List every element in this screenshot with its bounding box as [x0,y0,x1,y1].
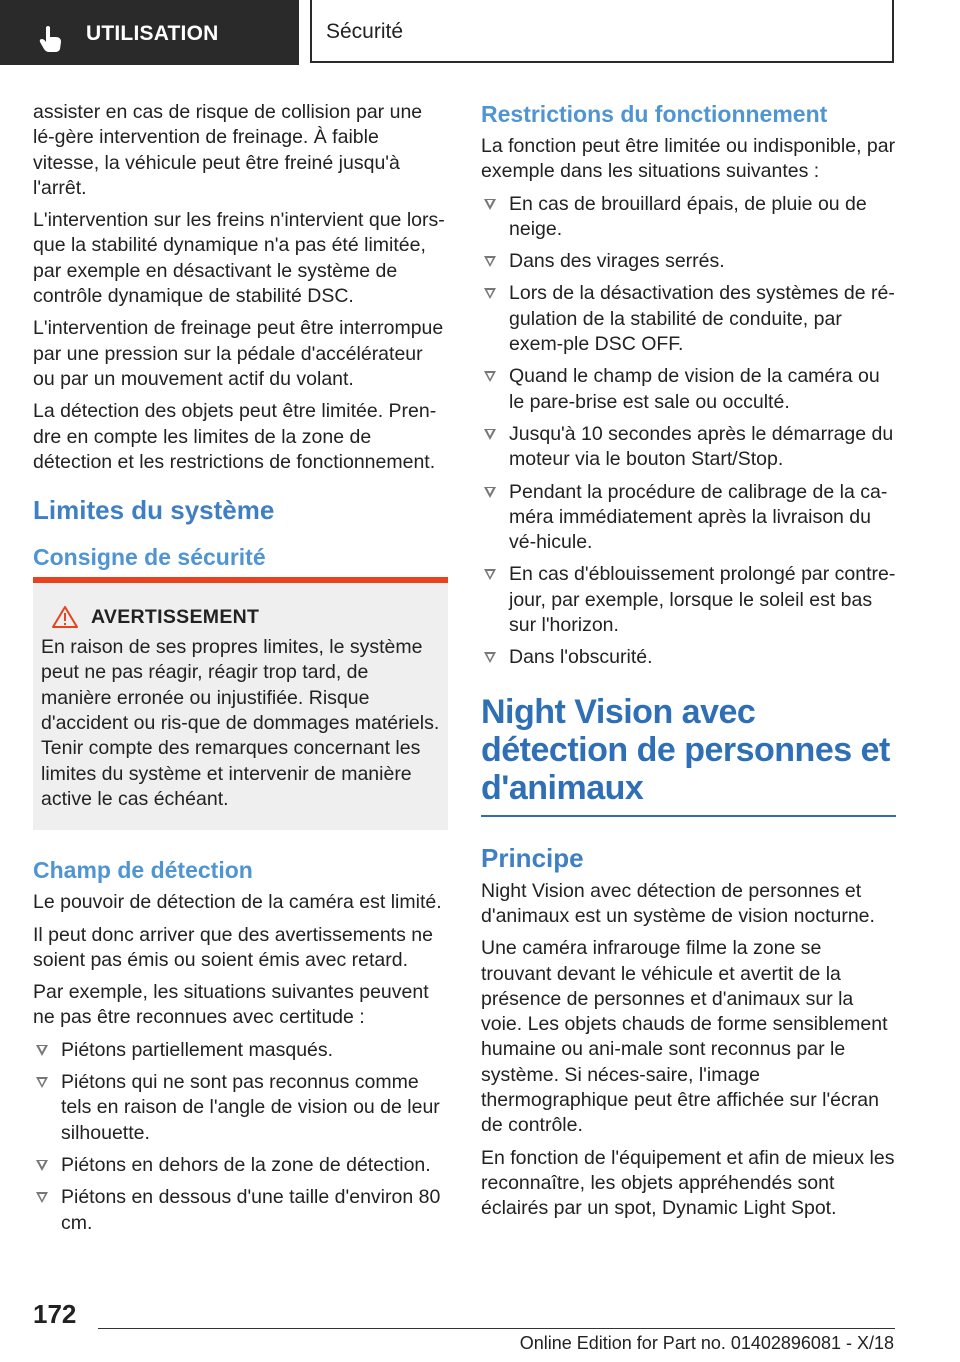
list-item [33,1070,448,1146]
list-item [481,192,896,243]
footer-divider [98,1328,895,1329]
list-item-text: Piétons en dessous d'une taille d'environ 80 cm. [61,1186,441,1234]
paragraph: assister en cas de risque de collision par une lé-gère intervention de freinage. À faible vitesse, la véhicule peut être freiné jusqu'à l'arrêt. [33,101,423,199]
bullet-list [33,1038,448,1236]
bullet-triangle-icon [484,371,496,382]
paragraph: L'intervention de freinage peut être interrompue par une pression sur la pédale d'accélérateur ou par un mouvement actif du volant. [33,317,444,390]
paragraph: Night Vision avec détection de personnes et d'animaux est un système de vision nocturne. [481,879,875,927]
list-item [481,645,896,670]
list-item [33,1185,448,1236]
heading-detection-field: Champ de détection [33,857,253,884]
bullet-triangle-icon [36,1160,48,1171]
list-item-text: Piétons en dehors de la zone de détection. [61,1153,431,1176]
paragraph: Par exemple, les situations suivantes peuvent ne pas être reconnues avec certitude : [33,981,429,1029]
list-item [481,249,896,274]
list-item [481,480,896,556]
paragraph: Le pouvoir de détection de la caméra est limité. [33,891,442,914]
bullet-triangle-icon [484,569,496,580]
chapter-title: Sécurité [326,20,404,43]
heading-divider [481,815,896,817]
list-item-text: Dans des virages serrés. [509,250,725,273]
heading-safety: Consigne de sécurité [33,544,266,571]
list-item-text: En cas d'éblouissement prolongé par contre-jour, par exemple, lorsque le soleil est bas sur l'horizon. [509,563,896,637]
paragraph: Une caméra infrarouge filme la zone se trouvant devant le véhicule et avertit de la présence de personnes et d'animaux sur la voie. Les objets chauds de forme sensiblement humaine ou ani-male sont reconnus par le système. Si néces-saire, l'image thermographique peut être affichée sur l'écran de contrôle. [481,937,888,1137]
right-column [481,100,896,1229]
bullet-triangle-icon [484,256,496,267]
bullet-triangle-icon [36,1045,48,1056]
warning-triangle-icon [51,605,79,629]
heading-night-vision: Night Vision avec détection de personnes et d'animaux [481,692,890,807]
bullet-triangle-icon [484,288,496,299]
warning-title: AVERTISSEMENT [91,605,260,628]
header-section-tab [0,0,299,65]
list-item [33,1038,448,1063]
paragraph: En fonction de l'équipement et afin de mieux les reconnaître, les objets appréhendés sont éclairés par un spot, Dynamic Light Spot. [481,1146,895,1220]
header-chapter-box [310,0,894,63]
list-item-text: En cas de brouillard épais, de pluie ou de neige. [509,192,867,240]
footer-edition: Online Edition for Part no. 01402896081 - X/18 [519,1333,894,1353]
bullet-triangle-icon [484,199,496,210]
page-number: 172 [33,1299,77,1329]
bullet-triangle-icon [36,1192,48,1203]
list-item-text: Piétons partiellement masqués. [61,1038,334,1061]
paragraph: La fonction peut être limitée ou indisponible, par exemple dans les situations suivantes : [481,135,896,183]
paragraph: La détection des objets peut être limitée. Pren-dre en compte les limites de la zone de détection et les restrictions de fonctionnement. [33,400,437,473]
warning-header [41,605,440,629]
list-item [481,364,896,415]
heading-limits: Limites du système [33,495,275,526]
warning-text: En raison de ses propres limites, le système peut ne pas réagir, réagir trop tard, de manière erronée ou injustifiée. Risque d'accident ou ris-que de dommages matériels. Tenir compte des remarques concernant les limites du système et intervenir de manière active le cas échéant. [41,636,440,810]
warning-box [33,577,448,830]
hand-pointer-icon [38,25,64,53]
paragraph: Il peut donc arriver que des avertissements ne soient pas émis ou soient émis avec retard. [33,923,433,971]
list-item [33,1153,448,1178]
heading-restrictions: Restrictions du fonctionnement [481,101,828,127]
section-title: UTILISATION [86,22,219,45]
bullet-list [481,192,896,671]
bullet-triangle-icon [484,487,496,498]
list-item-text: Jusqu'à 10 secondes après le démarrage du moteur via le bouton Start/Stop. [509,422,894,471]
list-item-text: Quand le champ de vision de la caméra ou le pare-brise est sale ou occulté. [509,365,880,413]
list-item-text: Dans l'obscurité. [509,646,653,669]
list-item [481,281,896,357]
bullet-triangle-icon [484,429,496,440]
bullet-triangle-icon [36,1077,48,1088]
list-item [481,562,896,638]
heading-principle: Principe [481,842,584,873]
list-item-text: Lors de la désactivation des systèmes de ré-gulation de la stabilité de conduite, par exem-ple DSC OFF. [509,282,895,356]
list-item [481,422,896,473]
bullet-triangle-icon [484,652,496,663]
left-column [33,100,448,1243]
paragraph: L'intervention sur les freins n'intervient que lors-que la stabilité dynamique n'a pas été limitée, par exemple en désactivant le système de contrôle dynamique de stabilité DSC. [33,209,445,308]
list-item-text: Pendant la procédure de calibrage de la ca-méra immédiatement après la livraison du vé-hicule. [509,480,888,554]
list-item-text: Piétons qui ne sont pas reconnus comme tels en raison de l'angle de vision ou de leur silhouette. [61,1071,440,1144]
